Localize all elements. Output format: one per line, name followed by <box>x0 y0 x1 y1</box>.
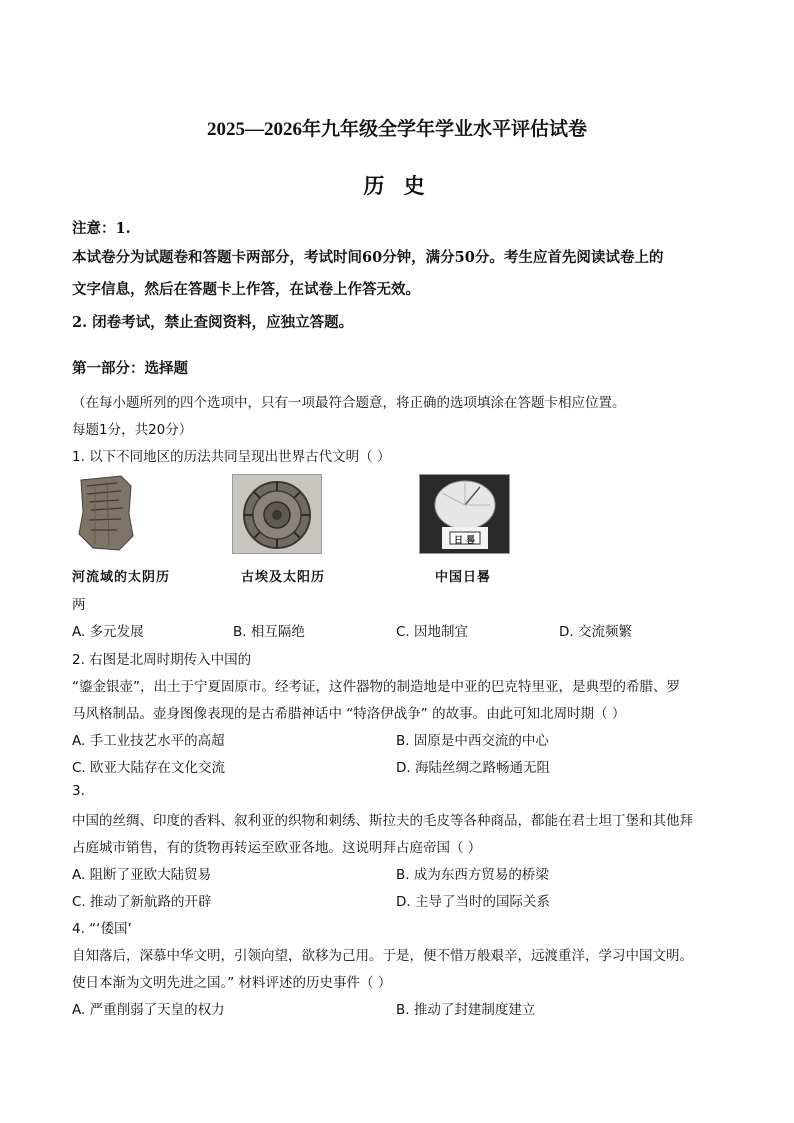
question-4-line: 自知落后，深慕中华文明，引领向望，欲移为己用。于是，便不惜万般艰辛，远渡重洋，学习中国文明。 <box>72 948 693 964</box>
caption-sundial: 中国日晷 <box>435 570 492 585</box>
question-1-tail: 两 <box>72 597 86 613</box>
q2-option-a: A. 手工业技艺水平的高超 <box>72 733 225 749</box>
q1-option-c: C. 因地制宜 <box>396 624 469 640</box>
q2-option-d: D. 海陆丝绸之路畅通无阻 <box>396 760 550 776</box>
question-4-line: 使日本渐为文明先进之国。” 材料评述的历史事件（ ） <box>72 975 392 991</box>
question-4-stem: 4. “‘倭国’ <box>72 921 132 937</box>
question-3-number: 3. <box>72 783 85 799</box>
q3-option-b: B. 成为东西方贸易的桥梁 <box>396 867 549 883</box>
notes-heading: 注意：1. <box>72 220 131 237</box>
question-3-line: 中国的丝绸、印度的香料、叙利亚的织物和刺绣、斯拉夫的毛皮等各种商品，都能在君士坦丁堡和其他拜 <box>72 813 693 829</box>
sundial-label: 日 晷 <box>454 536 476 546</box>
exam-title: 2025—2026年九年级全学年学业水平评估试卷 <box>206 119 587 140</box>
section-heading: 第一部分：选择题 <box>72 360 188 377</box>
question-2-line: “鎏金银壶”，出土于宁夏固原市。经考证，这件器物的制造地是中亚的巴克特里亚，是典型的希腊、罗 <box>72 679 680 695</box>
q1-option-b: B. 相互隔绝 <box>233 624 305 640</box>
notes-line: 文字信息，然后在答题卡上作答，在试卷上作答无效。 <box>72 281 420 298</box>
notes-line: 本试卷分为试题卷和答题卡两部分，考试时间60分钟，满分50分。考生应首先阅读试卷上的 <box>72 249 664 266</box>
q4-option-a: A. 严重削弱了天皇的权力 <box>72 1002 225 1018</box>
question-2-line: 马风格制品。壶身图像表现的是古希腊神话中 “特洛伊战争” 的故事。由此可知北周时期（ ） <box>72 706 626 722</box>
q3-option-a: A. 阻断了亚欧大陆贸易 <box>72 867 212 883</box>
caption-lunar-calendar: 河流域的太阴历 <box>72 570 171 585</box>
question-2-stem: 2. 右图是北周时期传入中国的 <box>72 652 252 668</box>
section-instruction: （在每小题所列的四个选项中，只有一项最符合题意，将正确的选项填涂在答题卡相应位置。 <box>72 395 626 411</box>
section-instruction: 每题1分，共20分） <box>72 422 193 438</box>
q4-option-b: B. 推动了封建制度建立 <box>396 1002 536 1018</box>
q2-option-b: B. 固原是中西交流的中心 <box>396 733 549 749</box>
question-3-line: 占庭城市销售，有的货物再转运至欧亚各地。这说明拜占庭帝国（ ） <box>72 840 482 856</box>
question-1-stem: 1. 以下不同地区的历法共同呈现出世界古代文明（ ） <box>72 449 391 465</box>
egyptian-solar-calendar-image <box>232 474 322 554</box>
q3-option-d: D. 主导了当时的国际关系 <box>396 894 550 910</box>
subject-title: 历 史 <box>363 173 431 198</box>
q1-option-d: D. 交流频繁 <box>559 624 632 640</box>
q3-option-c: C. 推动了新航路的开辟 <box>72 894 212 910</box>
caption-solar-calendar: 古埃及太阳历 <box>241 570 326 585</box>
chinese-sundial-image <box>419 474 510 554</box>
q2-option-c: C. 欧亚大陆存在文化交流 <box>72 760 226 776</box>
q1-option-a: A. 多元发展 <box>72 624 144 640</box>
notes-line: 2. 闭卷考试，禁止查阅资料，应独立答题。 <box>72 314 354 331</box>
lunar-calendar-tablet-image <box>73 474 135 552</box>
